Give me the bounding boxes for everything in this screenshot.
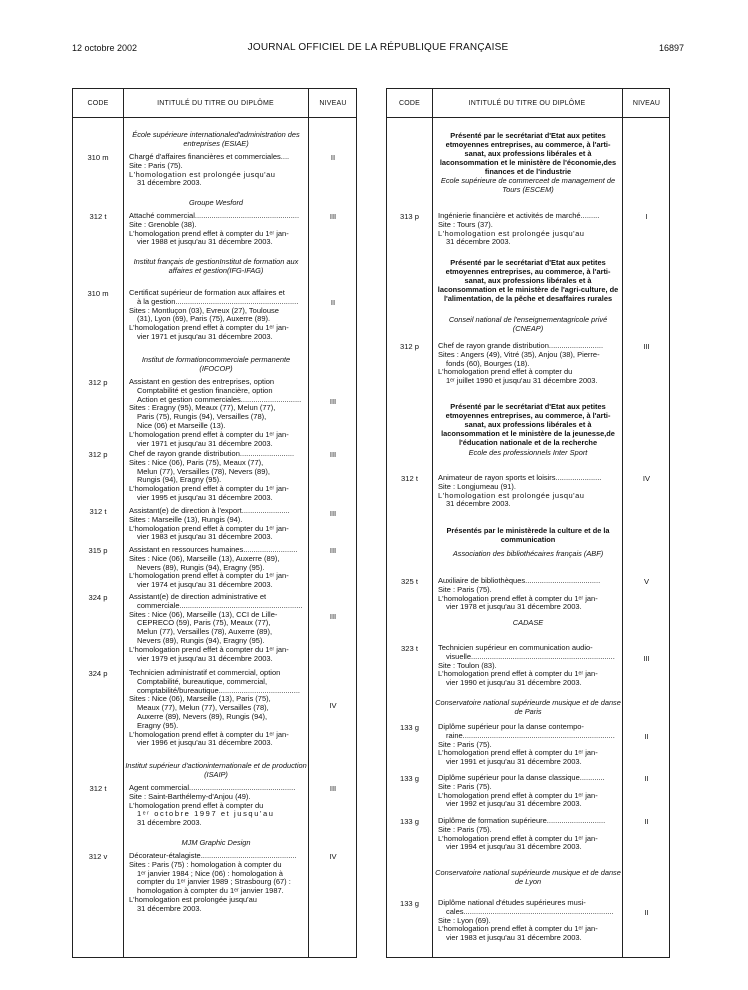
journal-title: JOURNAL OFFICIEL DE LA RÉPUBLIQUE FRANÇAISE: [247, 42, 509, 53]
entry-code: 312 v: [88, 852, 108, 861]
section-heading: Conseil national de l'enseignementagricole privé (CNEAP): [448, 315, 608, 333]
table-row: Assistant en gestion des entreprises, option Comptabilité et gestion financière, option Action et gestion commerciales............................. Sites : Eragny (95), Meaux (77), Melun (77), Paris (75), Rungis (94), Versailles (78), Nice (06) et Marseille (13). L'homologation prend effet à compter du 1ᵉʳ jan- vier 1971 et jusqu'au 31 décembre 2003.: [129, 377, 302, 448]
entry-level: III: [643, 342, 650, 351]
ministry-heading: Présenté par le secrétariat d'Etat aux petites etmoyennes entreprises, au commerce, à l'arti-sanat, aux professions libérales et à laconsommation et le ministère de l'agri-culture, de l'alimentation, de la pêche et desaffaires rurales: [437, 258, 619, 303]
ministry-heading: Présenté par le secrétariat d'Etat aux petites etmoyennes entreprises, au commerce, à l'arti-sanat, aux professions libérales et à laconsommation et le ministère de la jeunesse,de l'éducation nationale et de la recherche: [441, 402, 615, 447]
column-title: INTITULÉ DU TITRE OU DIPLÔME: [157, 100, 274, 107]
section-heading: Institut français de gestionInstitut de formation aux affaires et gestion(IFG-IFAG): [133, 257, 299, 275]
section-heading: Association des bibliothécaires français (ABF): [452, 549, 604, 558]
entry-code: 310 m: [87, 289, 109, 298]
entry-level: II: [644, 908, 649, 917]
entry-code: 133 g: [399, 774, 419, 783]
page-header: [72, 43, 684, 57]
ministry-heading: Présentés par le ministèrede la culture et de la communication: [446, 526, 610, 544]
issue-date: 12 octobre 2002: [72, 43, 138, 53]
table-row: Certificat supérieur de formation aux affaires et à la gestion........................................................... Sites : Montluçon (03), Evreux (27), Toulouse (31), Lyon (69), Paris (75), Auxerre (89). L'homologation prend effet à compter du 1ᵉʳ jan- vier 1971 et jusqu'au 31 décembre 2003.: [129, 288, 299, 341]
entry-level: III: [329, 784, 337, 793]
column-title: INTITULÉ DU TITRE OU DIPLÔME: [468, 100, 586, 107]
right-table: [386, 88, 670, 958]
left-table-body: [73, 118, 356, 957]
section-heading: CADASE: [512, 618, 544, 627]
ministry-heading: Présenté par le secrétariat d'Etat aux petites etmoyennes entreprises, au commerce, à l'arti-sanat, aux professions libérales et à laconsommation et le ministère de l'économie,des finances et de l'industrie: [439, 131, 617, 176]
entry-level: II: [644, 817, 649, 826]
column-code: CODE: [398, 100, 421, 107]
table-row: Ingénierie financière et activités de marché......... Site : Tours (37). L'homologation est prolongée jusqu'au 31 décembre 2003.: [438, 211, 600, 247]
section-heading: Conservatoire national supérieurde musique et de danse de Lyon: [435, 868, 621, 886]
entry-level: II: [644, 732, 649, 741]
entry-code: 312 t: [401, 474, 418, 483]
entry-code: 312 t: [89, 784, 107, 793]
table-row: Animateur de rayon sports et loisirs...................... Site : Longjumeau (91). L'homologation est prolongée jusqu'au 31 décembre 2003.: [438, 473, 602, 509]
entry-code: 133 g: [399, 817, 419, 826]
table-row: Diplôme supérieur pour la danse contempo- raine......................................................................... Site : Paris (75). L'homologation prend effet à compter du 1ᵉʳ jan- vier 1991 et jusqu'au 31 décembre 2003.: [438, 722, 615, 767]
table-row: Chef de rayon grande distribution.......................... Sites : Nice (06), Paris (75), Meaux (77), Melun (77), Versailles (78), Nevers (89), Rungis (94), Eragny (95). L'homologation prend effet à compter du 1ᵉʳ jan- vier 1995 et jusqu'au 31 décembre 2003.: [129, 449, 295, 502]
entry-level: I: [645, 212, 648, 221]
table-row: Technicien supérieur en communication audio- visuelle..................................................................... Site : Toulon (83). L'homologation prend effet à compter du 1ᵉʳ jan- vier 1990 et jusqu'au 31 décembre 2003.: [438, 643, 615, 688]
entry-level: III: [329, 509, 337, 518]
table-row: Auxiliaire de bibliothèques.................................... Site : Paris (75). L'homologation prend effet à compter du 1ᵉʳ jan- vier 1978 et jusqu'au 31 décembre 2003.: [438, 576, 601, 612]
entry-code: 312 p: [399, 342, 419, 351]
entry-level: II: [330, 298, 336, 307]
entry-level: III: [329, 450, 337, 459]
table-row: Chargé d'affaires financières et commerciales.... Site : Paris (75). L'homologation est prolongée jusqu'au 31 décembre 2003.: [129, 152, 290, 188]
section-heading: Ecole supérieure de commerceet de management de Tours (ESCEM): [440, 176, 616, 194]
entry-level: III: [329, 397, 337, 406]
column-level: NIVEAU: [632, 100, 661, 107]
section-heading: École supérieure internationaled'administration des entreprises (ESIAE): [132, 130, 300, 148]
section-heading: Institut de formationcommerciale permanente (IFOCOP): [141, 355, 291, 373]
entry-level: II: [644, 774, 649, 783]
entry-code: 313 p: [399, 212, 419, 221]
table-row: Diplôme national d'études supérieures musi- cales........................................................................ Site : Lyon (69). L'homologation prend effet à compter du 1ᵉʳ jan- vier 1983 et jusqu'au 31 décembre 2003.: [438, 898, 614, 943]
entry-code: 133 g: [399, 899, 419, 908]
entry-code: 324 p: [88, 669, 108, 678]
entry-code: 312 p: [88, 378, 108, 387]
entry-code: 312 p: [88, 450, 108, 459]
column-level: NIVEAU: [319, 100, 347, 107]
section-heading: Conservatoire national supérieurde musique et de danse de Paris: [435, 698, 621, 716]
table-row: Technicien administratif et commercial, option Comptabilité, bureautique, commercial, comptabilité/bureautique....................................... Sites : Nice (06), Marseille (13), Paris (75), Meaux (77), Melun (77), Versailles (78), Auxerre (89), Nevers (89), Rungis (94), Eragny (95). L'homologation prend effet à compter du 1ᵉʳ jan- vier 1996 et jusqu'au 31 décembre 2003.: [129, 668, 300, 748]
section-heading: Institut supérieur d'actioninternationale et de production (ISAIP): [125, 761, 307, 779]
table-row: Assistant en ressources humaines.......................... Sites : Nice (06), Marseille (13), Auxerre (89), Nevers (89), Rungis (94), Eragny (95). L'homologation prend effet à compter du 1ᵉʳ jan- vier 1974 et jusqu'au 31 décembre 2003.: [129, 545, 298, 590]
table-row: Chef de rayon grande distribution.......................... Sites : Angers (49), Vitré (35), Anjou (38), Pierre- fonds (60), Bourges (18). L'homologation prend effet à compter du 1ᵉʳ juillet 1990 et jusqu'au 31 décembre 2003.: [438, 341, 604, 386]
section-heading: Ecole des professionnels Inter Sport: [468, 448, 588, 457]
left-table: [72, 88, 357, 958]
table-row: Assistant(e) de direction administrative et commerciale........................................................... Sites : Nice (06), Marseille (13), CCI de Lille- CEPRECO (59), Paris (75), Meaux (77), Melun (77), Versailles (78), Auxerre (89), Nevers (89), Rungis (94), Eragny (95). L'homologation prend effet à compter du 1ᵉʳ jan- vier 1979 et jusqu'au 31 décembre 2003.: [129, 592, 303, 663]
entry-code: 312 t: [89, 212, 107, 221]
table-row: Diplôme supérieur pour la danse classique............ Site : Paris (75). L'homologation prend effet à compter du 1ᵉʳ jan- vier 1992 et jusqu'au 31 décembre 2003.: [438, 773, 605, 809]
entry-level: IV: [329, 701, 337, 710]
entry-code: 133 g: [399, 723, 419, 732]
section-heading: Groupe Wesford: [188, 198, 244, 207]
entry-code: 312 t: [89, 507, 107, 516]
entry-level: III: [643, 654, 650, 663]
entry-code: 315 p: [88, 546, 108, 555]
entry-code: 310 m: [87, 153, 109, 162]
entry-level: II: [330, 153, 336, 162]
right-table-body: [387, 118, 669, 957]
entry-level: V: [643, 577, 650, 586]
table-row: Décorateur-étalagiste.............................................. Sites : Paris (75) : homologation à compter du 1ᵉʳ janvier 1984 ; Nice (06) : homologation à compter du 1ᵉʳ janvier 1989 ; Strasbourg (67) : homologation à compter du 1ᵉʳ janvier 1987. L'homologation est prolongée jusqu'au 31 décembre 2003.: [129, 851, 297, 913]
column-code: CODE: [87, 100, 109, 107]
entry-level: III: [329, 612, 337, 621]
entry-code: 325 t: [401, 577, 418, 586]
entry-level: III: [329, 212, 337, 221]
table-row: Diplôme de formation supérieure............................ Site : Paris (75). L'homologation prend effet à compter du 1ᵉʳ jan- vier 1994 et jusqu'au 31 décembre 2003.: [438, 816, 606, 852]
table-row: Attaché commercial.................................................. Site : Grenoble (38). L'homologation prend effet à compter du 1ᵉʳ jan- vier 1988 et jusqu'au 31 décembre 2003.: [129, 211, 300, 247]
entry-code: 324 p: [88, 593, 108, 602]
entry-code: 323 t: [401, 644, 418, 653]
entry-level: IV: [329, 852, 337, 861]
entry-level: IV: [642, 474, 651, 483]
table-row: Agent commercial................................................... Site : Saint-Barthélemy-d'Anjou (49). L'homologation prend effet à compter du 1ᵉʳ octobre 1997 et jusqu'au 31 décembre 2003.: [129, 783, 296, 828]
page-number: 16897: [658, 43, 684, 53]
section-heading: MJM Graphic Design: [181, 838, 251, 847]
entry-level: III: [329, 546, 337, 555]
table-header: [387, 89, 669, 118]
table-row: Assistant(e) de direction à l'export....................... Sites : Marseille (13), Rungis (94). L'homologation prend effet à compter du 1ᵉʳ jan- vier 1983 et jusqu'au 31 décembre 2003.: [129, 506, 290, 542]
table-header: [73, 89, 356, 118]
